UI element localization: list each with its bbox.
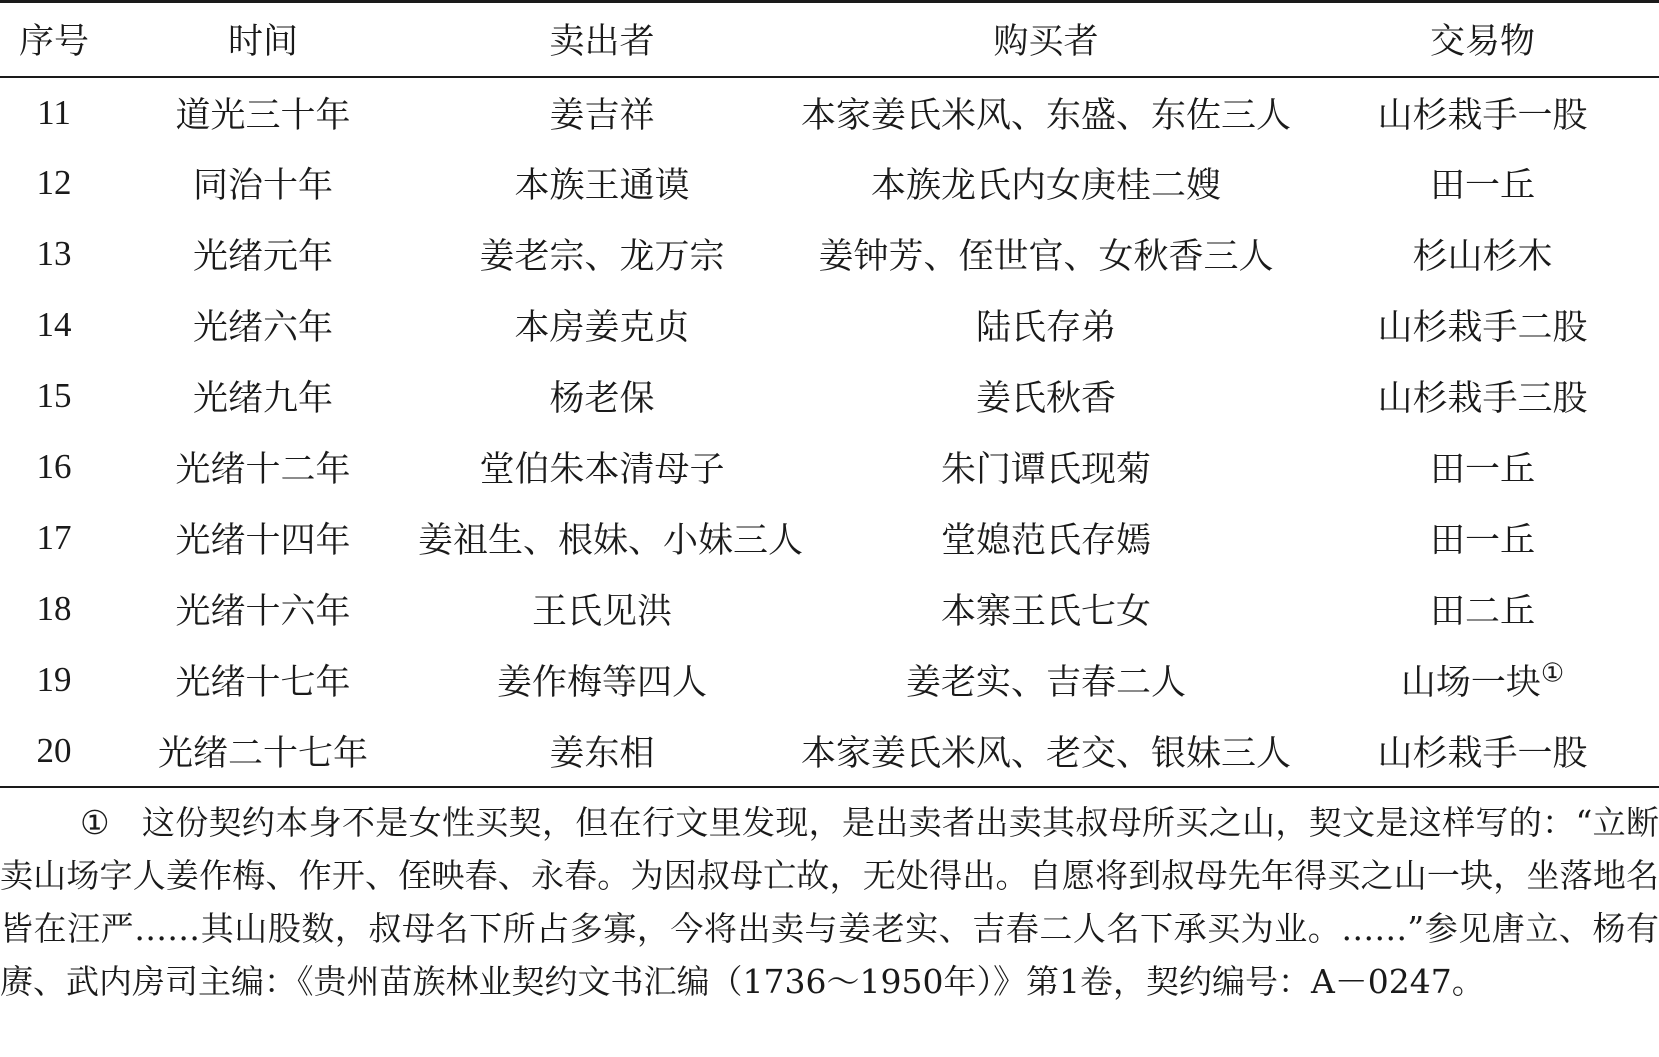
cell-seller: 姜东相 [418,716,786,787]
table-row [0,290,1659,361]
cell-traded-item [1306,503,1659,574]
item-text: 山杉栽手二股 [1377,308,1588,348]
table-row [0,574,1659,645]
item-text: 田一丘 [1429,521,1535,561]
cell-seller: 堂伯朱本清母子 [479,450,725,490]
cell-serial-number: 19 [36,660,72,699]
item-text: 田一丘 [1429,450,1535,490]
cell-traded-item [1306,645,1659,716]
cell-time: 道光三十年 [175,95,351,136]
cell-serial-number: 16 [36,447,72,486]
header-time: 时间 [108,2,418,77]
table-body [0,77,1659,787]
cell-traded-item [1306,148,1659,219]
footnote [0,796,1659,1008]
cell-serial-number: 15 [36,376,72,415]
footnote-marker: ① [1540,658,1565,689]
cell-buyer: 本族龙氏内女庚桂二嫂 [870,166,1221,206]
cell-serial-number: 11 [37,92,71,132]
cell-traded-item [1306,290,1659,361]
cell-time: 光绪九年 [192,379,333,419]
item-text: 田一丘 [1429,166,1535,206]
item-text: 山场一块 [1400,663,1541,703]
item-text: 山杉栽手一股 [1377,95,1588,136]
cell-seller: 本房姜克贞 [514,308,690,348]
cell-buyer: 本家姜氏米风、老交、银妹三人 [786,716,1306,787]
cell-serial-number: 13 [36,234,72,273]
cell-traded-item [1306,361,1659,432]
cell-seller: 姜祖生、根妹、小妹三人 [418,521,804,561]
cell-buyer: 朱门谭氏现菊 [940,450,1151,490]
header-row [0,2,1659,77]
cell-time: 同治十年 [192,166,333,206]
cell-time: 光绪十六年 [175,592,351,632]
cell-traded-item [1306,77,1659,148]
cell-time: 光绪二十七年 [108,716,418,787]
cell-traded-item [1306,574,1659,645]
cell-buyer: 姜老实、吉春二人 [905,663,1186,703]
footnote-label: ① [80,803,110,842]
cell-serial-number: 14 [36,305,72,344]
cell-seller: 姜老宗、龙万宗 [479,237,725,277]
cell-buyer: 本家姜氏米风、东盛、东佐三人 [800,95,1291,136]
cell-seller: 王氏见洪 [531,592,672,632]
header-buyer: 购买者 [786,2,1306,77]
table-header [0,2,1659,77]
item-text: 山杉栽手三股 [1377,379,1588,419]
cell-time: 光绪十七年 [175,663,351,703]
cell-buyer: 陆氏存弟 [975,308,1116,348]
cell-buyer: 本寨王氏七女 [940,592,1151,632]
table-row [0,77,1659,148]
table-row [0,645,1659,716]
cell-time: 光绪六年 [192,308,333,348]
cell-seller: 本族王通谟 [514,166,690,206]
cell-traded-item [1306,432,1659,503]
item-text: 山杉栽手一股 [1377,733,1588,774]
header-seller: 卖出者 [418,2,786,77]
cell-serial-number: 17 [36,518,72,557]
cell-traded-item [1306,219,1659,290]
cell-time: 光绪十二年 [175,450,351,490]
table-row [0,219,1659,290]
item-text: 杉山杉木 [1412,237,1553,277]
cell-seller: 杨老保 [549,379,655,419]
cell-time: 光绪十四年 [175,521,351,561]
table-row [0,503,1659,574]
cell-buyer: 堂媳范氏存嫣 [940,521,1151,561]
cell-time: 光绪元年 [192,237,333,277]
cell-seller: 姜吉祥 [549,95,655,136]
table-row [0,361,1659,432]
cell-serial-number: 20 [0,716,108,787]
cell-traded-item [1306,716,1659,787]
cell-serial-number: 12 [36,163,72,202]
table-row [0,716,1659,787]
cell-buyer: 姜氏秋香 [975,379,1116,419]
table-row [0,148,1659,219]
header-serial-number: 序号 [0,2,108,77]
item-text: 田二丘 [1429,592,1535,632]
header-traded-item: 交易物 [1306,2,1659,77]
footnote-text: 这份契约本身不是女性买契，但在行文里发现，是出卖者出卖其叔母所买之山，契文是这样写的：“立断卖山场字人姜作梅、作开、侄映春、永春。为因叔母亡故，无处得出。自愿将到叔母先年得买之山一块，坐落地名皆在汪严……其山股数，叔母名下所占多寡，今将出卖与姜老实、吉春二人名下承买为业。……”参见唐立、杨有赓、武内房司主编：《贵州苗族林业契约文书汇编（1736～1950年）》第1卷，契约编号：A－0247。 [0,803,1659,1001]
cell-seller: 姜作梅等四人 [496,663,707,703]
cell-serial-number: 18 [36,589,72,628]
cell-buyer: 姜钟芳、侄世官、女秋香三人 [818,237,1274,277]
table-row [0,432,1659,503]
